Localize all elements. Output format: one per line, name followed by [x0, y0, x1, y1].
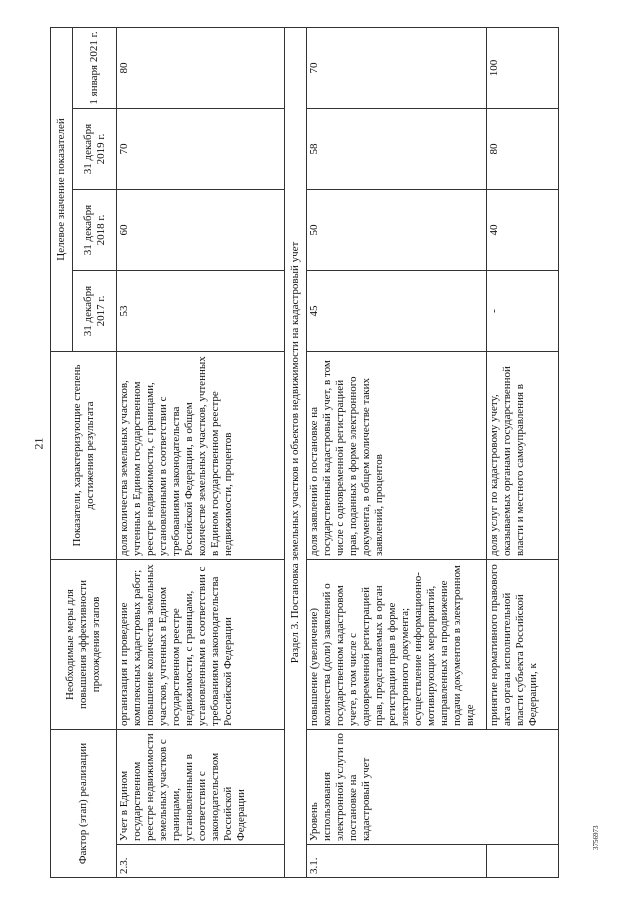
row-value-2017: 53: [117, 271, 285, 352]
header-date-2019: 31 декабря 2019 г.: [73, 109, 117, 190]
row-value-2018: 40: [486, 190, 558, 271]
table-row: [306, 27, 486, 877]
row-value-2018: 60: [117, 190, 285, 271]
header-date-2017: 31 декабря 2017 г.: [73, 271, 117, 352]
row-indicators: доля заявлений о постановке на государственный кадастровый учет, в том числе с одновременной регистрацией прав, поданных в форме электронного документа, в общем количестве таких заявлений, процентов: [306, 352, 486, 560]
header-target-values: Целевое значение показателей: [51, 27, 73, 351]
row-index: 3.1.: [306, 845, 486, 878]
page-number: 21: [31, 437, 46, 450]
section-row: [285, 27, 307, 877]
header-date-2018: 31 декабря 2018 г.: [73, 190, 117, 271]
row-value-2018: 50: [306, 190, 486, 271]
row-value-2019: 58: [306, 109, 486, 190]
targets-table: [50, 27, 559, 878]
rotated-table-container: [50, 28, 595, 878]
row-value-2017: -: [486, 271, 558, 352]
row-measures: принятие нормативного правового акта органа исполнительной власти субъекта Российской Федерации, к: [486, 560, 558, 730]
document-code: 3756973: [592, 825, 600, 850]
row-factor: Учет в Едином государственном реестре недвижимости земельных участков с границами, установленными в соответствии с законодательством Российской Федерации: [117, 730, 285, 845]
row-indicators: доля количества земельных участков, учтенных в Едином государственном реестре недвижимости, с границами, установленными в соответствии с требованиями законодательства Российской Федерации, в общем количестве земельных участков, учтенных в Едином государственном реестре недвижимости, процентов: [117, 352, 285, 560]
header-factor: Фактор (этап) реализации: [51, 730, 117, 878]
row-value-2019: 80: [486, 109, 558, 190]
table-header-row: [51, 27, 73, 877]
row-value-2021: 70: [306, 27, 486, 108]
row-value-2019: 70: [117, 109, 285, 190]
row-index: [486, 845, 558, 878]
row-value-2021: 100: [486, 27, 558, 108]
row-index: 2.3.: [117, 845, 285, 878]
row-indicators: доля услуг по кадастровому учету, оказываемых органами государственной власти и местного самоуправления в: [486, 352, 558, 560]
row-measures: повышение (увеличение) количества (доли) заявлений о государственном кадастровом учете, в том числе с одновременной регистрацией прав, представляемых в орган регистрации прав в форме электронного документа; осуществление информационно-мотивирующих мероприятий, направленных на продвижение подачи документов в электронном виде: [306, 560, 486, 730]
header-indicators: Показатели, характеризующие степень достижения результата: [51, 352, 117, 560]
section-title: Раздел 3. Постановка земельных участков и объектов недвижимости на кадастровый учет: [285, 27, 307, 877]
row-measures: организация и проведение комплексных кадастровых работ; повышение количества земельных участков, учтенных в Едином государственном реестре недвижимости, с границами, установленными в соответствии с требованиями законодательства Российской Федерации: [117, 560, 285, 730]
row-factor: Уровень использования электронной услуги по постановке на кадастровый учет: [306, 730, 558, 845]
header-date-2021: 1 января 2021 г.: [73, 27, 117, 108]
row-value-2021: 80: [117, 27, 285, 108]
row-value-2017: 45: [306, 271, 486, 352]
table-row: [117, 27, 285, 877]
header-measures: Необходимые меры для повышения эффективности прохождения этапов: [51, 560, 117, 730]
